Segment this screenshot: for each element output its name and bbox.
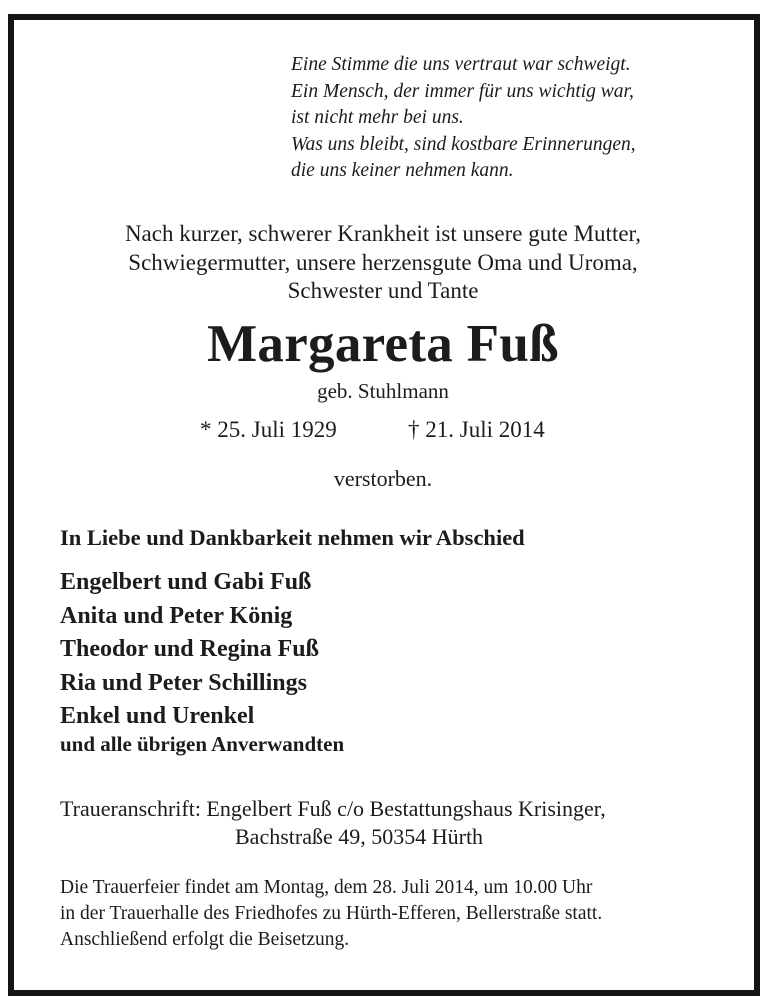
- mourner-entry: Ria und Peter Schillings: [60, 669, 307, 696]
- intro-line: Schwiegermutter, unsere herzensgute Oma und Uroma,: [128, 249, 638, 275]
- ceremony-line: Anschließend erfolgt die Beisetzung.: [60, 929, 350, 950]
- mourner-entry: Anita und Peter König: [60, 602, 293, 629]
- farewell-heading: In Liebe und Dankbarkeit nehmen wir Abschied: [60, 525, 525, 550]
- intro-line: Schwester und Tante: [287, 278, 479, 303]
- mourner-entry: Engelbert und Gabi Fuß: [60, 569, 312, 595]
- deceased-name: Margareta Fuß: [207, 315, 559, 373]
- mourning-address-line-1: Traueranschrift: Engelbert Fuß c/o Bestattungshaus Krisinger,: [60, 796, 606, 821]
- birth-name: geb. Stuhlmann: [317, 379, 449, 403]
- death-date: † 21. Juli 2014: [408, 417, 545, 442]
- intro-line: Nach kurzer, schwerer Krankheit ist unsere gute Mutter,: [124, 221, 642, 246]
- mourner-entry: Enkel und Urenkel: [60, 703, 255, 729]
- mourners-list: [60, 566, 319, 734]
- poem-line: Was uns bleibt, sind kostbare Erinnerungen,: [291, 133, 636, 155]
- mourner-entry: Theodor und Regina Fuß: [60, 636, 319, 662]
- funeral-ceremony-info: [60, 875, 602, 953]
- mourning-address-line-2: Bachstraße 49, 50354 Hürth: [235, 824, 484, 849]
- ceremony-line: in der Trauerhalle des Friedhofes zu Hürth-Efferen, Bellerstraße statt.: [60, 903, 603, 924]
- memorial-poem: [291, 52, 731, 185]
- announcement-intro: [0, 220, 766, 306]
- ceremony-line: Die Trauerfeier findet am Montag, dem 28. Juli 2014, um 10.00 Uhr: [60, 877, 593, 898]
- passed-away-text: verstorben.: [333, 466, 433, 491]
- birth-date: * 25. Juli 1929: [200, 417, 337, 442]
- poem-line: ist nicht mehr bei uns.: [291, 107, 464, 128]
- poem-line: Ein Mensch, der immer für uns wichtig war,: [291, 80, 634, 102]
- poem-line: die uns keiner nehmen kann.: [291, 160, 514, 181]
- other-relatives: und alle übrigen Anverwandten: [60, 732, 345, 756]
- poem-line: Eine Stimme die uns vertraut war schweigt.: [291, 54, 631, 75]
